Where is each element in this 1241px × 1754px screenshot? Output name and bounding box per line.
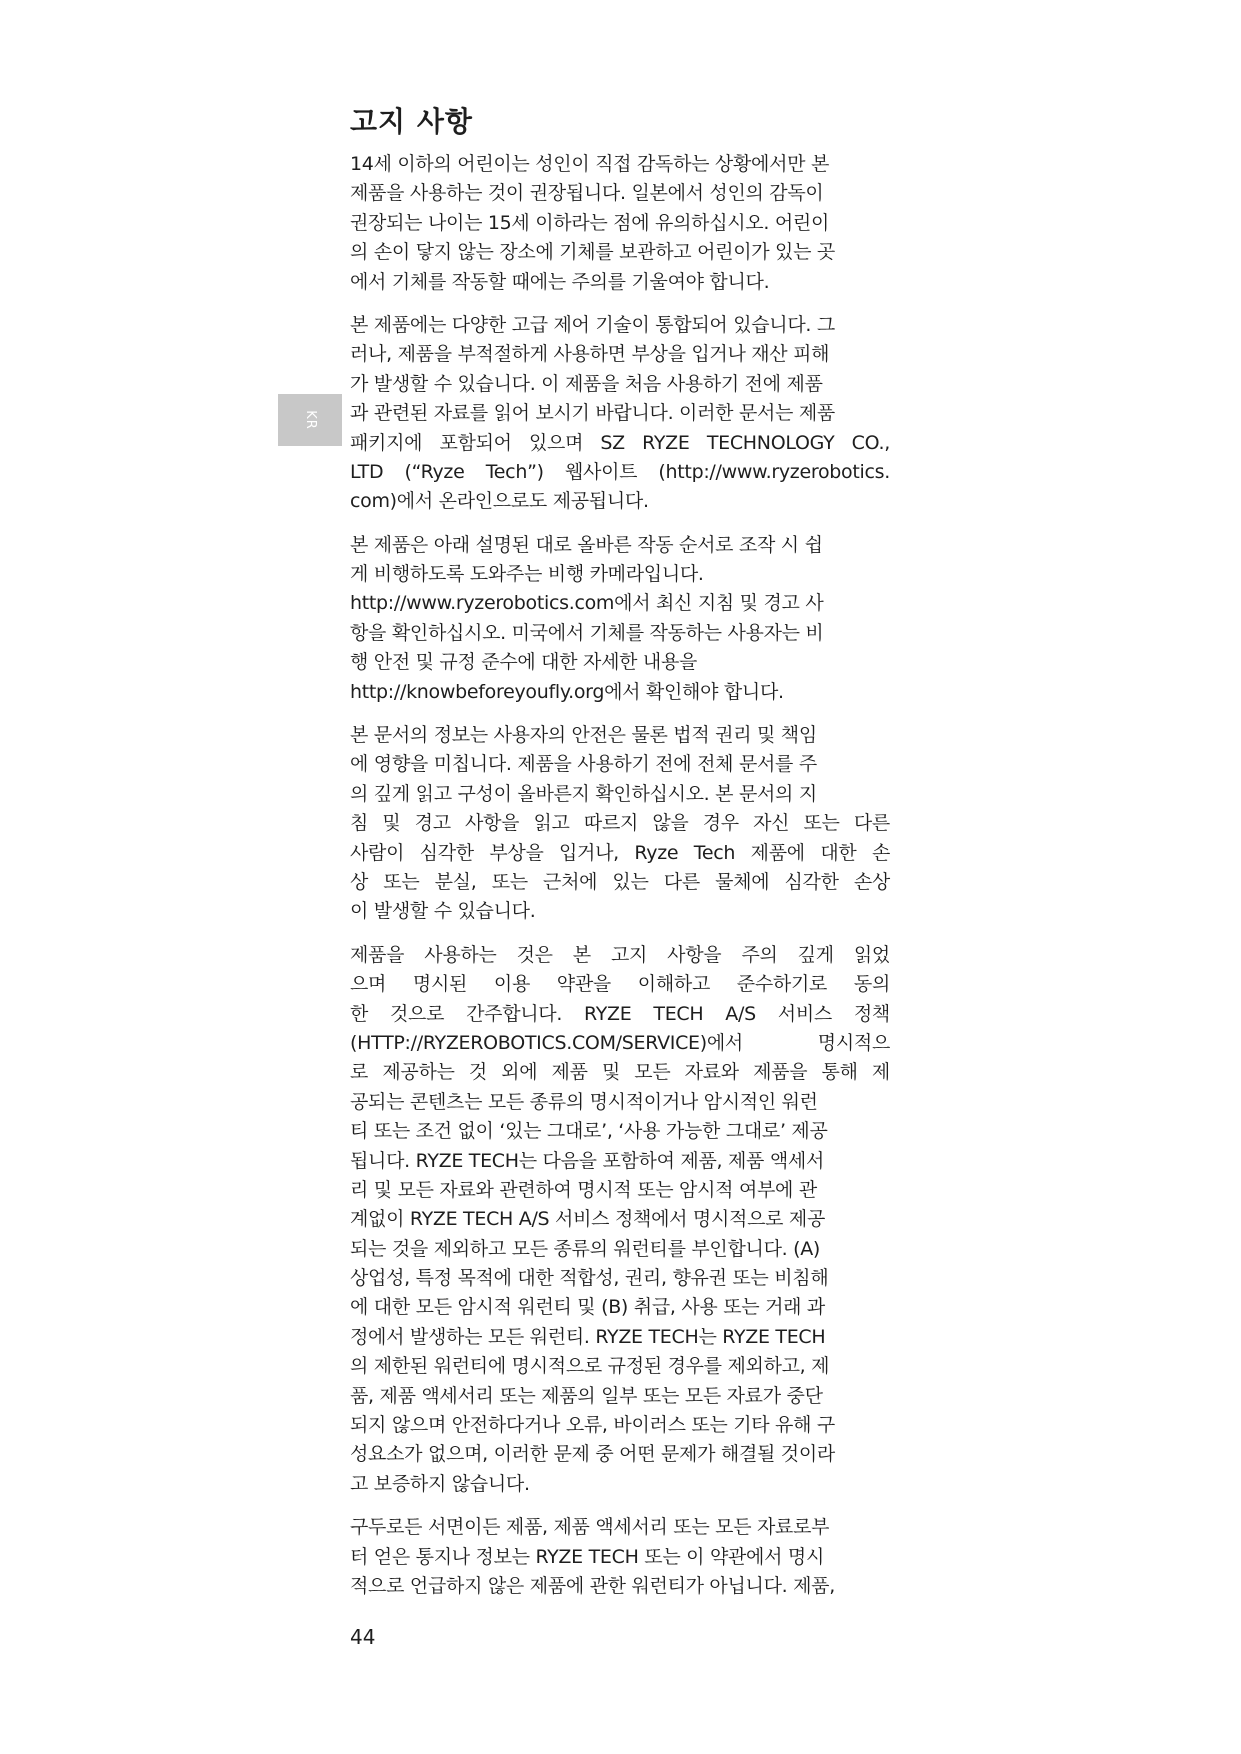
text-line: 리 및 모든 자료와 관련하여 명시적 또는 암시적 여부에 관 — [350, 1178, 817, 1201]
text-line: 본 제품에는 다양한 고급 제어 기술이 통합되어 있습니다. 그 — [350, 313, 835, 336]
text-line: 의 깊게 읽고 구성이 올바른지 확인하십시오. 본 문서의 지 — [350, 782, 817, 805]
text-line: 으며 명시된 이용 약관을 이해하고 준수하기로 동의 — [350, 973, 890, 996]
text-line: 과 관련된 자료를 읽어 보시기 바랍니다. 이러한 문서는 제품 — [350, 402, 835, 425]
text-line: 로 제공하는 것 외에 제품 및 모든 자료와 제품을 통해 제 — [350, 1061, 890, 1084]
text-line: http://www.ryzerobotics.com에서 최신 지침 및 경고 사 — [350, 592, 824, 615]
paragraph-safety-rights — [350, 721, 890, 927]
text-line: 에 영향을 미칩니다. 제품을 사용하기 전에 전체 문서를 주 — [350, 753, 817, 776]
text-line: 상 또는 분실, 또는 근처에 있는 다른 물체에 심각한 손상 — [350, 870, 890, 893]
text-line: 러나, 제품을 부적절하게 사용하면 부상을 입거나 재산 피해 — [350, 343, 830, 366]
text-line: 패키지에 포함되어 있으며 SZ RYZE TECHNOLOGY CO., — [350, 431, 890, 454]
text-line: 제품을 사용하는 것은 본 고지 사항을 주의 깊게 읽었 — [350, 943, 890, 966]
text-line: 터 얻은 통지나 정보는 RYZE TECH 또는 이 약관에서 명시 — [350, 1545, 825, 1568]
paragraph-flight-camera — [350, 531, 890, 707]
text-line: 되지 않으며 안전하다거나 오류, 바이러스 또는 기타 유해 구 — [350, 1414, 835, 1437]
text-line: 되는 것을 제외하고 모든 종류의 워런티를 부인합니다. (A) — [350, 1237, 821, 1260]
text-line: 본 문서의 정보는 사용자의 안전은 물론 법적 권리 및 책임 — [350, 724, 817, 747]
text-line: 상업성, 특정 목적에 대한 적합성, 권리, 향유권 또는 비침해 — [350, 1267, 829, 1290]
text-line: 고 보증하지 않습니다. — [350, 1472, 530, 1495]
text-line: 의 제한된 워런티에 명시적으로 규정된 경우를 제외하고, 제 — [350, 1355, 830, 1378]
text-line: 가 발생할 수 있습니다. 이 제품을 처음 사용하기 전에 제품 — [350, 372, 823, 395]
text-line: 의 손이 닿지 않는 장소에 기체를 보관하고 어린이가 있는 곳 — [350, 241, 835, 264]
page-title: 고지 사항 — [350, 105, 473, 138]
language-side-tab — [278, 394, 342, 446]
text-line: 한 것으로 간주합니다. RYZE TECH A/S 서비스 정책 — [350, 1002, 890, 1025]
body-text — [350, 150, 890, 1601]
text-line: 정에서 발생하는 모든 워런티. RYZE TECH는 RYZE TECH — [350, 1325, 826, 1348]
text-line: 행 안전 및 규정 준수에 대한 자세한 내용을 — [350, 651, 698, 674]
text-line: 14세 이하의 어린이는 성인이 직접 감독하는 상황에서만 본 — [350, 153, 829, 175]
paragraph-child-supervision — [350, 150, 890, 297]
text-line: 게 비행하도록 도와주는 비행 카메라입니다. — [350, 563, 704, 586]
text-line: 침 및 경고 사항을 읽고 따르지 않을 경우 자신 또는 다른 — [350, 812, 890, 835]
text-line: 본 제품은 아래 설명된 대로 올바른 작동 순서로 조작 시 쉽 — [350, 533, 823, 556]
text-line: LTD (“Ryze Tech”) 웹사이트 (http://www.ryzerobotics. — [350, 460, 890, 483]
text-line: http://knowbeforeyoufly.org에서 확인해야 합니다. — [350, 680, 784, 703]
text-line: 에서 기체를 작동할 때에는 주의를 기울여야 합니다. — [350, 270, 770, 293]
text-line: 구두로든 서면이든 제품, 제품 액세서리 또는 모든 자료로부 — [350, 1516, 830, 1539]
language-tab-label: KR — [303, 410, 318, 430]
text-line: 에 대한 모든 암시적 워런티 및 (B) 취급, 사용 또는 거래 과 — [350, 1296, 825, 1319]
paragraph-no-warranty-notice — [350, 1513, 890, 1601]
text-line: 적으로 언급하지 않은 제품에 관한 워런티가 아닙니다. 제품, — [350, 1574, 835, 1597]
text-line: 사람이 심각한 부상을 입거나, Ryze Tech 제품에 대한 손 — [350, 841, 890, 864]
text-line: 됩니다. RYZE TECH는 다음을 포함하여 제품, 제품 액세서 — [350, 1149, 825, 1172]
text-line: 성요소가 없으며, 이러한 문제 중 어떤 문제가 해결될 것이라 — [350, 1443, 835, 1466]
page-number: 44 — [350, 1625, 376, 1649]
text-line: 이 발생할 수 있습니다. — [350, 900, 536, 923]
text-line: com)에서 온라인으로도 제공됩니다. — [350, 490, 649, 513]
paragraph-warranty-disclaimer — [350, 941, 890, 1499]
text-line: (HTTP://RYZEROBOTICS.COM/SERVICE)에서 명시적으 — [350, 1031, 890, 1054]
text-line: 티 또는 조건 없이 ‘있는 그대로’, ‘사용 가능한 그대로’ 제공 — [350, 1120, 828, 1143]
text-line: 항을 확인하십시오. 미국에서 기체를 작동하는 사용자는 비 — [350, 621, 824, 644]
text-line: 공되는 콘텐츠는 모든 종류의 명시적이거나 암시적인 워런 — [350, 1090, 818, 1113]
text-line: 계없이 RYZE TECH A/S 서비스 정책에서 명시적으로 제공 — [350, 1208, 826, 1231]
text-line: 권장되는 나이는 15세 이하라는 점에 유의하십시오. 어린이 — [350, 211, 829, 234]
text-line: 품, 제품 액세서리 또는 제품의 일부 또는 모든 자료가 중단 — [350, 1384, 823, 1407]
text-line: 제품을 사용하는 것이 권장됩니다. 일본에서 성인의 감독이 — [350, 182, 824, 205]
paragraph-advanced-technology — [350, 311, 890, 517]
